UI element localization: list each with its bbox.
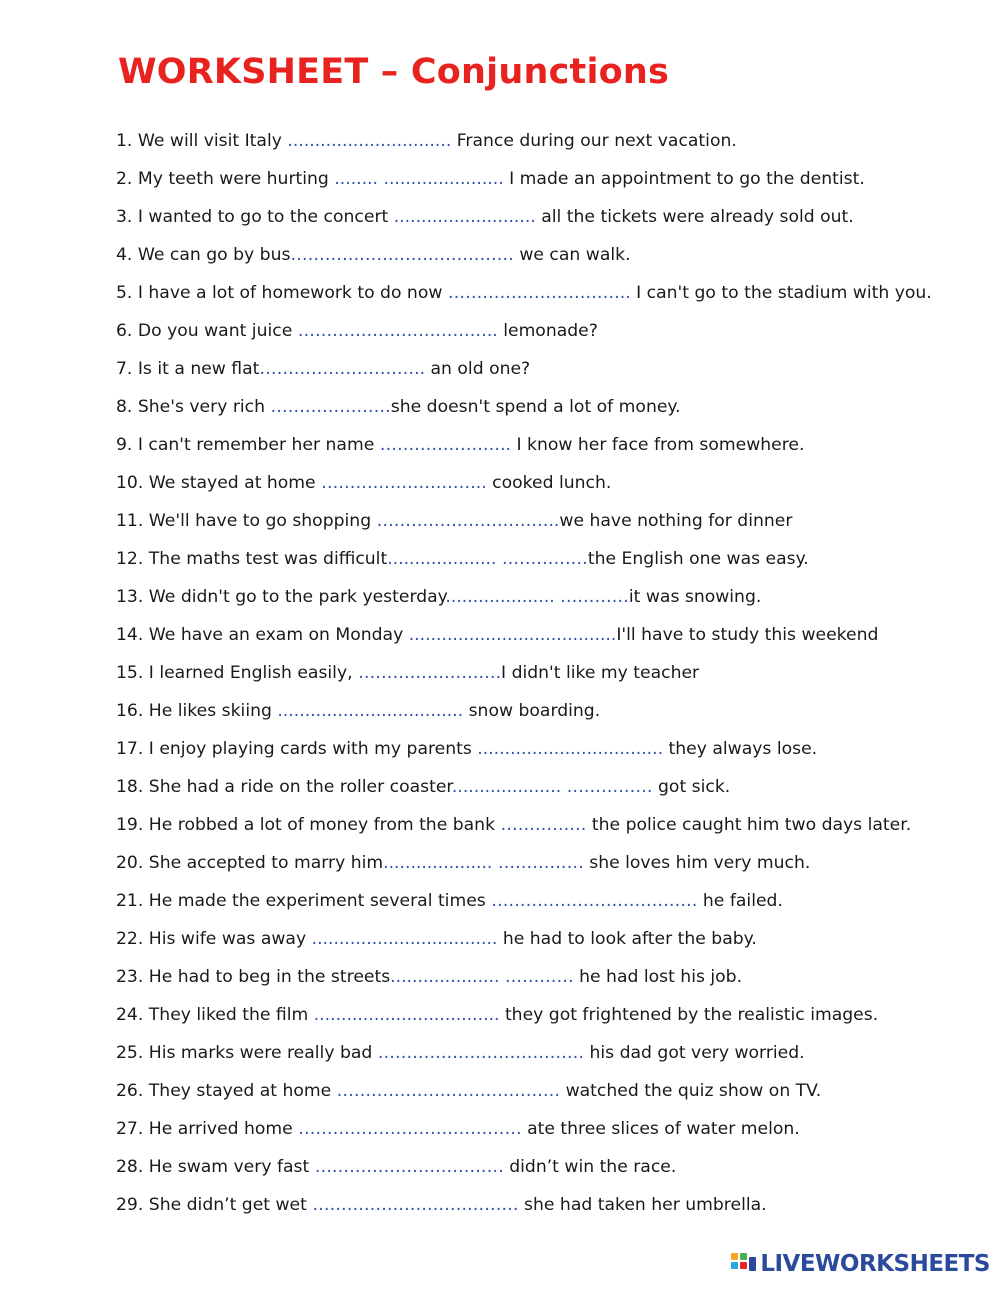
exercise-item (116, 122, 936, 160)
item-text-before: 24. They liked the film (116, 1005, 314, 1025)
item-text-after: he had to look after the baby. (497, 929, 757, 949)
logo-icon (731, 1253, 757, 1275)
answer-blank[interactable]: ……………………. (358, 663, 502, 683)
answer-blank[interactable]: ……………………………… (491, 891, 698, 911)
item-text-before: 5. I have a lot of homework to do now (116, 283, 448, 303)
item-text-before: 13. We didn't go to the park yesterday (116, 587, 446, 607)
item-text-before: 3. I wanted to go to the concert (116, 207, 394, 227)
item-text-after: lemonade? (497, 321, 598, 341)
answer-blank[interactable]: ...................................... (408, 625, 617, 645)
answer-blank[interactable]: ……………………………… (377, 1043, 585, 1063)
item-text-before: 22. His wife was away (116, 929, 312, 949)
item-text-after: an old one? (425, 359, 531, 379)
exercise-item (116, 882, 936, 920)
exercise-item (116, 1148, 936, 1186)
item-text-before: 16. He likes skiing (116, 701, 278, 721)
item-text-before: 21. He made the experiment several times (116, 891, 492, 911)
answer-blank[interactable]: ........ ...................... (334, 169, 504, 189)
exercise-item (116, 388, 936, 426)
item-text-before: 25. His marks were really bad (116, 1043, 378, 1063)
page-title: WORKSHEET – Conjunctions (118, 52, 670, 92)
item-text-after: we can walk. (513, 245, 631, 265)
exercise-item (116, 806, 916, 844)
item-text-after: watched the quiz show on TV. (560, 1081, 822, 1101)
item-text-before: 1. We will visit Italy (116, 131, 288, 151)
item-text-before: 27. He arrived home (116, 1119, 299, 1139)
exercise-item (116, 160, 936, 198)
answer-blank[interactable]: .................... ………… (390, 967, 574, 987)
item-text-before: 15. I learned English easily, (116, 663, 359, 683)
item-text-before: 29. She didn’t get wet (116, 1195, 313, 1215)
item-text-after: cooked lunch. (486, 473, 612, 493)
exercise-item (116, 1034, 936, 1072)
exercise-item (116, 920, 936, 958)
exercise-item (116, 730, 936, 768)
item-text-before: 4. We can go by bus (116, 245, 291, 265)
item-text-before: 8. She's very rich (116, 397, 271, 417)
item-text-after: I know her face from somewhere. (511, 435, 805, 455)
item-text-after: we have nothing for dinner (559, 511, 793, 531)
item-text-after: I didn't like my teacher (501, 663, 700, 683)
item-text-before: 19. He robbed a lot of money from the bank (116, 815, 501, 835)
exercise-item (116, 578, 936, 616)
answer-blank[interactable]: ……………………………… (312, 1195, 519, 1215)
item-text-before: 10. We stayed at home (116, 473, 322, 493)
item-text-after: he had lost his job. (573, 967, 743, 987)
brand-logo (731, 1251, 990, 1277)
answer-blank[interactable]: ………………………………… (336, 1081, 561, 1101)
item-text-after: I can't go to the stadium with you. (630, 283, 932, 303)
exercise-item (116, 540, 936, 578)
answer-blank[interactable]: .......................... (393, 207, 536, 227)
item-text-after: ate three slices of water melon. (521, 1119, 800, 1139)
item-text-after: she had taken her umbrella. (518, 1195, 767, 1215)
exercise-item (116, 426, 936, 464)
item-text-after: France during our next vacation. (451, 131, 737, 151)
item-text-before: 28. He swam very fast (116, 1157, 315, 1177)
exercise-item (116, 350, 936, 388)
item-text-after: didn’t win the race. (503, 1157, 677, 1177)
answer-blank[interactable]: .................................. (277, 701, 464, 721)
answer-blank[interactable]: .................................. (313, 1005, 500, 1025)
item-text-after: snow boarding. (463, 701, 601, 721)
exercise-item (116, 958, 936, 996)
item-text-after: they got frightened by the realistic images. (499, 1005, 879, 1025)
answer-blank[interactable]: ……………………….. (259, 359, 426, 379)
item-text-before: 17. I enjoy playing cards with my parents (116, 739, 478, 759)
item-text-before: 20. She accepted to marry him (116, 853, 384, 873)
item-text-after: I made an appointment to go the dentist. (503, 169, 865, 189)
item-text-before: 11. We'll have to go shopping (116, 511, 377, 531)
item-text-after: he failed. (697, 891, 783, 911)
answer-blank[interactable]: .................................. (311, 929, 498, 949)
brand-name: LIVEWORKSHEETS (760, 1251, 990, 1277)
item-text-after: his dad got very worried. (584, 1043, 805, 1063)
item-text-before: 9. I can't remember her name (116, 435, 380, 455)
exercise-item (116, 464, 936, 502)
exercise-list (116, 122, 936, 1224)
item-text-before: 2. My teeth were hurting (116, 169, 335, 189)
item-text-before: 18. She had a ride on the roller coaster (116, 777, 452, 797)
answer-blank[interactable]: ………………… (270, 397, 391, 417)
exercise-item (116, 844, 936, 882)
item-text-after: they always lose. (663, 739, 818, 759)
exercise-item (116, 198, 936, 236)
item-text-after: she doesn't spend a lot of money. (390, 397, 681, 417)
item-text-before: 26. They stayed at home (116, 1081, 337, 1101)
exercise-item (116, 236, 936, 274)
item-text-after: she loves him very much. (583, 853, 811, 873)
item-text-before: 7. Is it a new flat (116, 359, 260, 379)
exercise-item (116, 692, 936, 730)
answer-blank[interactable]: .................... ………… (445, 587, 629, 607)
item-text-after: the police caught him two days later. (586, 815, 912, 835)
answer-blank[interactable]: .............................. (287, 131, 452, 151)
exercise-item (116, 996, 936, 1034)
answer-blank[interactable]: ………………………….. (447, 283, 631, 303)
item-text-after: the English one was easy. (587, 549, 809, 569)
answer-blank[interactable]: ………………………………… (298, 1119, 522, 1139)
exercise-item (116, 654, 936, 692)
exercise-item (116, 1072, 936, 1110)
item-text-after: I'll have to study this weekend (616, 625, 879, 645)
item-text-after: it was snowing. (628, 587, 762, 607)
exercise-item (116, 274, 936, 312)
answer-blank[interactable]: …………… (500, 815, 587, 835)
answer-blank[interactable]: ………………….. (379, 435, 511, 455)
exercise-item (116, 768, 936, 806)
answer-blank[interactable]: ………………………….. (376, 511, 560, 531)
answer-blank[interactable]: .................................. (477, 739, 664, 759)
exercise-item (116, 616, 936, 654)
exercise-item (116, 502, 936, 540)
item-text-before: 12. The maths test was difficult (116, 549, 388, 569)
item-text-before: 23. He had to beg in the streets (116, 967, 391, 987)
answer-blank[interactable]: ………………………………… (290, 245, 514, 265)
answer-blank[interactable]: ……………………….. (321, 473, 487, 493)
item-text-after: all the tickets were already sold out. (535, 207, 854, 227)
exercise-item (116, 1186, 936, 1224)
exercise-item (116, 1110, 936, 1148)
answer-blank[interactable]: .................... …………… (451, 777, 653, 797)
answer-blank[interactable]: .................... …………… (383, 853, 584, 873)
item-text-after: got sick. (652, 777, 731, 797)
item-text-before: 6. Do you want juice (116, 321, 298, 341)
answer-blank[interactable]: …………………………… (314, 1157, 504, 1177)
answer-blank[interactable]: …………………………….. (297, 321, 498, 341)
answer-blank[interactable]: .................... …………… (387, 549, 588, 569)
exercise-item (116, 312, 936, 350)
item-text-before: 14. We have an exam on Monday (116, 625, 409, 645)
